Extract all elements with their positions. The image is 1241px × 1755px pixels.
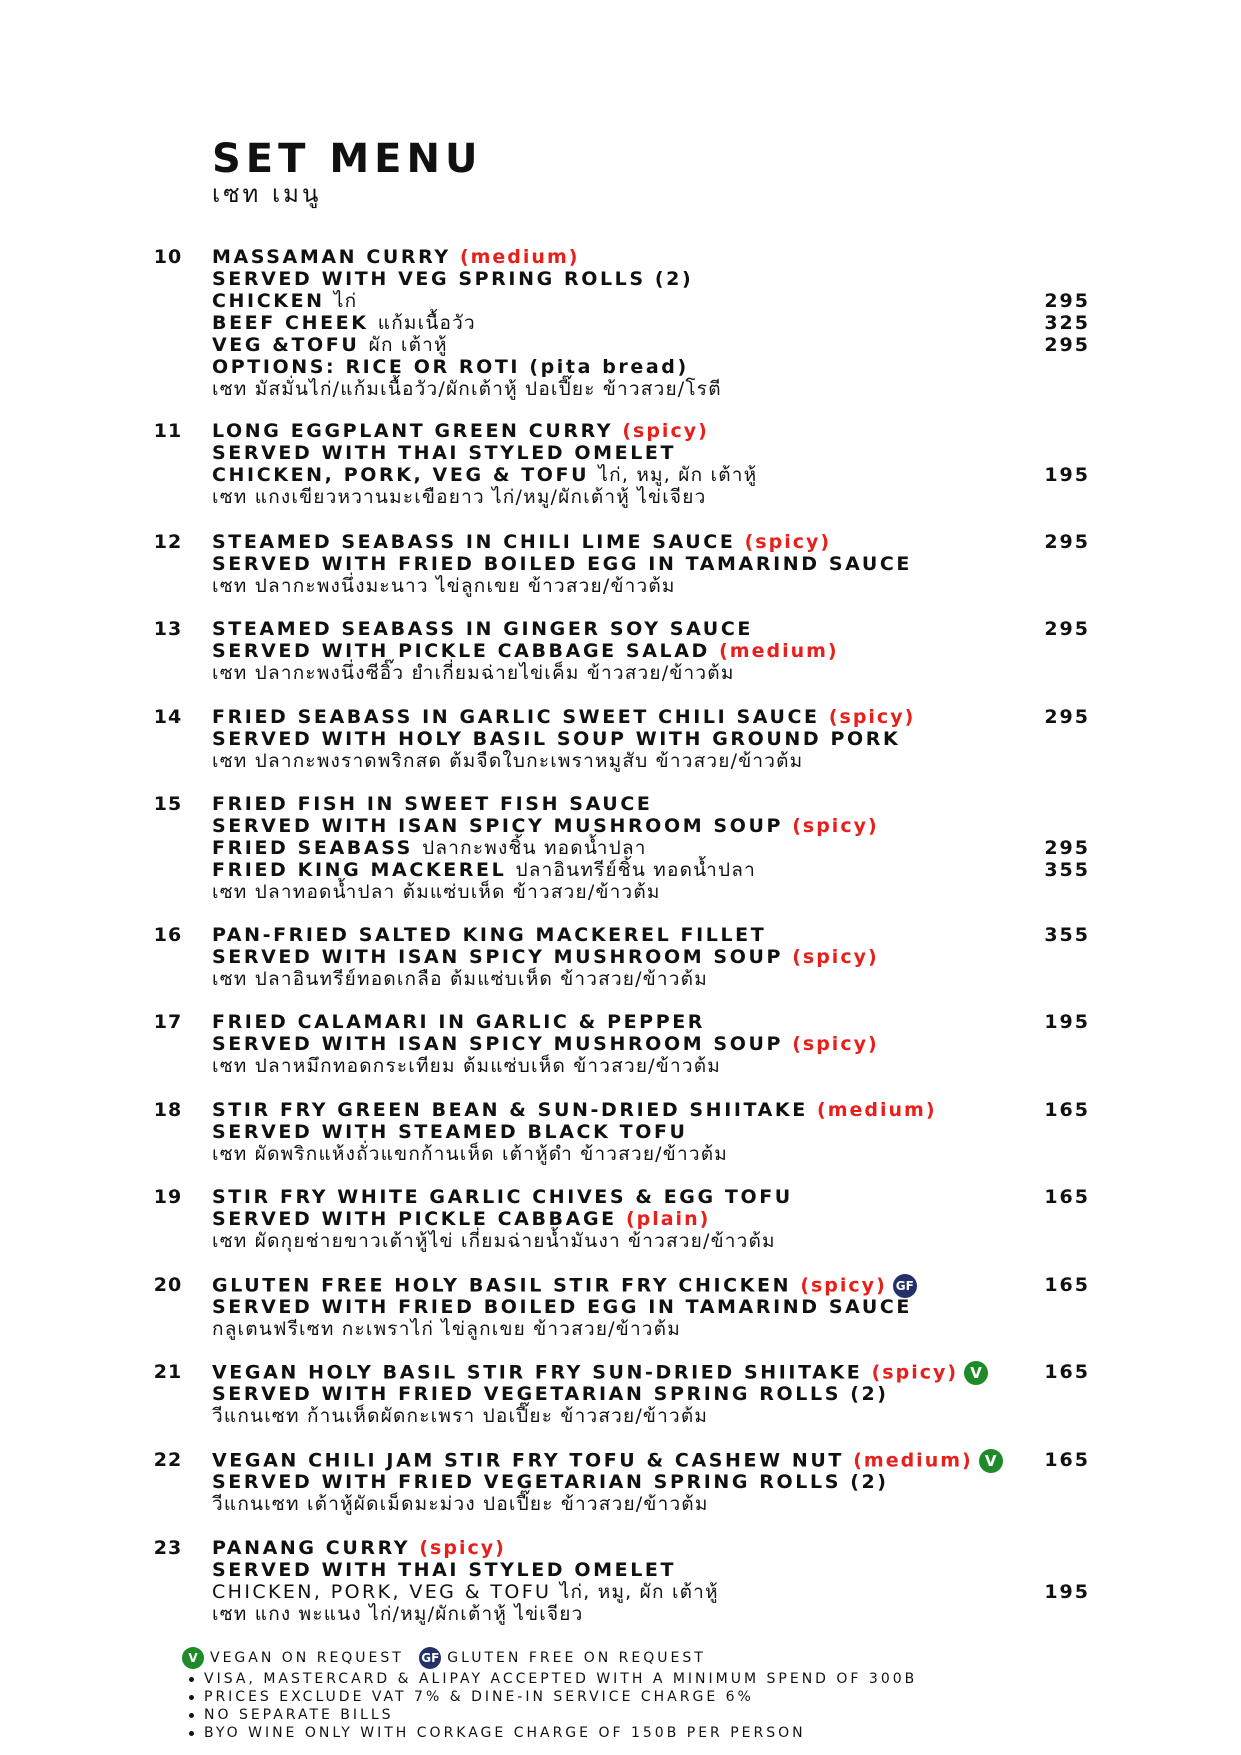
dish-text: MASSAMAN CURRY [212,246,460,268]
dish-text: SERVED WITH ISAN SPICY MUSHROOM SOUP [212,946,793,968]
item-line [212,312,1072,334]
thai-text: เซท ปลากะพงราดพริกสด ต้มจืดใบกะเพราหมูสับ ข้าวสวย/ข้าวต้ม [212,750,804,772]
item-price: 295 [1044,334,1090,356]
item-number: 12 [153,531,183,553]
gluten-free-badge-icon: GF [419,1647,441,1669]
legend-vegan-text: VEGAN ON REQUEST [210,1650,404,1666]
item-lines [212,246,1072,400]
item-line [212,1383,1072,1405]
item-lines [212,420,1072,508]
item-lines [212,1099,1072,1165]
page-title-thai: เซท เมนู [212,180,322,208]
thai-text: เซท ผัดพริกแห้งถั่วแขกก้านเห็ด เต้าหู้ดำ ข้าวสวย/ข้าวต้ม [212,1143,728,1165]
item-lines [212,1537,1072,1625]
dish-text: STIR FRY GREEN BEAN & SUN-DRIED SHIITAKE [212,1099,818,1121]
item-price: 295 [1044,837,1090,859]
thai-text: แก้มเนื้อวัว [377,312,476,334]
thai-text: ไก่, หมู, ผัก เต้าหู้ [598,464,758,486]
dish-text: CHICKEN, PORK, VEG & TOFU [212,464,599,486]
thai-text: เซท แกงเขียวหวานมะเขือยาว ไก่/หมู/ผักเต้าหู้ ไข่เจียว [212,486,707,508]
dish-text: FRIED SEABASS IN GARLIC SWEET CHILI SAUCE [212,706,829,728]
item-line [212,1143,1072,1165]
note-payment: VISA, MASTERCARD & ALIPAY ACCEPTED WITH A MINIMUM SPEND OF 300B [182,1670,917,1688]
item-line [212,378,1072,400]
item-line [212,1603,1072,1625]
dish-text: SERVED WITH HOLY BASIL SOUP WITH GROUND PORK [212,728,901,750]
item-price: 295 [1044,706,1090,728]
dish-text: OPTIONS: RICE OR ROTI (pita bread) [212,356,689,378]
item-line [212,793,1072,815]
item-number: 15 [153,793,183,815]
item-number: 11 [153,420,183,442]
item-line [212,750,1072,772]
item-line [212,1537,1072,1559]
item-price: 355 [1044,924,1090,946]
legend-gf-text: GLUTEN FREE ON REQUEST [447,1650,706,1666]
item-lines [212,924,1072,990]
item-line [212,1274,1072,1296]
dish-text: CHICKEN [212,290,334,312]
note-byo-wine: BYO WINE ONLY WITH CORKAGE CHARGE OF 150B PER PERSON [182,1724,917,1742]
item-line [212,728,1072,750]
item-line [212,662,1072,684]
dish-text: SERVED WITH VEG SPRING ROLLS (2) [212,268,694,290]
spice-level: (spicy) [622,420,709,442]
item-line [212,1208,1072,1230]
item-line [212,575,1072,597]
item-line [212,1099,1072,1121]
item-price: 165 [1044,1099,1090,1121]
dish-text: FRIED CALAMARI IN GARLIC & PEPPER [212,1011,706,1033]
item-price: 165 [1044,1274,1090,1296]
item-number: 16 [153,924,183,946]
dish-text: SERVED WITH THAI STYLED OMELET [212,442,677,464]
spice-level: (spicy) [828,706,916,728]
item-line [212,1471,1072,1493]
item-line [212,1011,1072,1033]
item-number: 18 [153,1099,183,1121]
item-number: 22 [153,1449,183,1471]
item-price: 195 [1044,1011,1090,1033]
item-price: 295 [1044,531,1090,553]
item-line [212,356,1072,378]
item-lines [212,531,1072,597]
spice-level: (spicy) [744,531,832,553]
dish-text: SERVED WITH STEAMED BLACK TOFU [212,1121,688,1143]
item-price: 325 [1044,312,1090,334]
thai-text: ปลาอินทรีย์ชิ้น ทอดน้ำปลา [515,859,757,881]
item-line [212,1405,1072,1427]
dish-text: VEG &TOFU [212,334,369,356]
thai-text: ปลากะพงชิ้น ทอดน้ำปลา [422,837,647,859]
item-number: 19 [153,1186,183,1208]
item-line [212,246,1072,268]
item-lines [212,1361,1072,1427]
dish-text: VEGAN HOLY BASIL STIR FRY SUN-DRIED SHIITAKE [212,1361,872,1384]
item-line [212,706,1072,728]
spice-level: (spicy) [800,1274,887,1297]
item-number: 21 [153,1361,183,1383]
thai-text: เซท มัสมั่นไก่/แก้มเนื้อวัว/ผักเต้าหู้ ปอเปี๊ยะ ข้าวสวย/โรตี [212,378,722,400]
item-line [212,946,1072,968]
item-price: 195 [1044,464,1090,486]
item-number: 17 [153,1011,183,1033]
footer [182,1646,917,1742]
title-block [212,136,482,208]
spice-level: (spicy) [871,1361,959,1384]
item-line [212,881,1072,903]
item-line [212,1449,1072,1471]
note-no-separate-bills: NO SEPARATE BILLS [182,1706,917,1724]
item-line [212,1493,1072,1515]
item-lines [212,1274,1072,1340]
item-price: 295 [1044,618,1090,640]
item-lines [212,706,1072,772]
dish-text: FRIED SEABASS [212,837,423,859]
item-number: 23 [153,1537,183,1559]
thai-text: เซท ปลาหมึกทอดกระเทียม ต้มแซ่บเห็ด ข้าวสวย/ข้าวต้ม [212,1055,721,1077]
dish-text: SERVED WITH PICKLE CABBAGE SALAD [212,640,720,662]
item-lines [212,1449,1072,1515]
note-vat: PRICES EXCLUDE VAT 7% & DINE-IN SERVICE CHARGE 6% [182,1688,917,1706]
dish-text: SERVED WITH FRIED BOILED EGG IN TAMARIND SAUCE [212,1296,912,1318]
item-line [212,1296,1072,1318]
item-price: 165 [1044,1186,1090,1208]
item-lines [212,1186,1072,1252]
dish-text: STEAMED SEABASS IN GINGER SOY SAUCE [212,618,753,640]
thai-text: กลูเตนฟรีเซท กะเพราไก่ ไข่ลูกเขย ข้าวสวย/ข้าวต้ม [212,1318,681,1340]
item-price: 165 [1044,1361,1090,1383]
item-line [212,924,1072,946]
thai-text: เซท ผัดกุยช่ายขาวเต้าหู้ไข่ เกี่ยมฉ่ายน้ำมันงา ข้าวสวย/ข้าวต้ม [212,1230,776,1252]
item-line [212,1033,1072,1055]
vegan-badge-icon: V [182,1647,204,1669]
item-line [212,968,1072,990]
dish-text: PAN-FRIED SALTED KING MACKEREL FILLET [212,924,767,946]
item-price: 355 [1044,859,1090,881]
spice-level: (spicy) [792,946,879,968]
spice-level: (medium) [817,1099,937,1121]
item-line [212,553,1072,575]
item-line [212,442,1072,464]
item-line [212,1361,1072,1383]
item-line [212,334,1072,356]
dish-text: SERVED WITH FRIED VEGETARIAN SPRING ROLLS (2) [212,1471,889,1493]
item-price: 295 [1044,290,1090,312]
dish-text: LONG EGGPLANT GREEN CURRY [212,420,623,442]
dish-text: STEAMED SEABASS IN CHILI LIME SAUCE [212,531,745,553]
item-lines [212,1011,1072,1077]
page-title: SET MENU [212,136,483,182]
item-number: 10 [153,246,183,268]
dish-text: PANANG CURRY [212,1537,420,1559]
thai-text: ไก่, หมู, ผัก เต้าหู้ [559,1581,719,1603]
dish-text: FRIED KING MACKEREL [212,859,516,881]
spice-level: (spicy) [792,815,879,837]
item-number: 13 [153,618,183,640]
item-line [212,837,1072,859]
item-line [212,1230,1072,1252]
dish-text: SERVED WITH PICKLE CABBAGE [212,1208,626,1230]
vegan-badge-icon: V [979,1449,1003,1473]
thai-text: วีแกนเซท เต้าหู้ผัดเม็ดมะม่วง ปอเปี๊ยะ ข้าวสวย/ข้าวต้ม [212,1493,709,1515]
thai-text: เซท ปลาทอดน้ำปลา ต้มแซ่บเห็ด ข้าวสวย/ข้าวต้ม [212,881,661,903]
dish-text: STIR FRY WHITE GARLIC CHIVES & EGG TOFU [212,1186,793,1208]
item-line [212,486,1072,508]
dish-text: SERVED WITH THAI STYLED OMELET [212,1559,677,1581]
thai-text: ไก่ [333,290,358,312]
thai-text: เซท ปลาอินทรีย์ทอดเกลือ ต้มแซ่บเห็ด ข้าวสวย/ข้าวต้ม [212,968,708,990]
thai-text: วีแกนเซท ก้านเห็ดผัดกะเพรา ปอเปี๊ยะ ข้าวสวย/ข้าวต้ม [212,1405,709,1427]
dish-text: FRIED FISH IN SWEET FISH SAUCE [212,793,653,815]
item-line [212,290,1072,312]
item-line [212,640,1072,662]
spice-level: (medium) [719,640,839,662]
item-price: 195 [1044,1581,1090,1603]
spice-level: (medium) [853,1449,973,1472]
dish-text: SERVED WITH ISAN SPICY MUSHROOM SOUP [212,1033,793,1055]
item-number: 20 [153,1274,183,1296]
dish-text: GLUTEN FREE HOLY BASIL STIR FRY CHICKEN [212,1274,801,1297]
item-line [212,1581,1072,1603]
spice-level: (plain) [625,1208,711,1230]
item-price: 165 [1044,1449,1090,1471]
item-line [212,268,1072,290]
dish-text: BEEF CHEEK [212,312,378,334]
item-line [212,531,1072,553]
spice-level: (medium) [459,246,580,268]
item-line [212,1055,1072,1077]
thai-text: ผัก เต้าหู้ [368,334,448,356]
dish-text: VEGAN CHILI JAM STIR FRY TOFU & CASHEW NUT [212,1449,854,1472]
dish-text: SERVED WITH ISAN SPICY MUSHROOM SOUP [212,815,793,837]
item-line [212,1559,1072,1581]
item-line [212,859,1072,881]
legend [182,1646,917,1670]
dish-text: SERVED WITH FRIED BOILED EGG IN TAMARIND SAUCE [212,553,912,575]
item-line [212,1318,1072,1340]
item-line [212,1121,1072,1143]
item-lines [212,618,1072,684]
thai-text: เซท ปลากะพงนึ่งมะนาว ไข่ลูกเขย ข้าวสวย/ข้าวต้ม [212,575,676,597]
spice-level: (spicy) [792,1033,879,1055]
spice-level: (spicy) [419,1537,506,1559]
item-line [212,464,1072,486]
item-line [212,618,1072,640]
thai-text: เซท ปลากะพงนึ่งซีอิ๊ว ยำเกี่ยมฉ่ายไข่เค็ม ข้าวสวย/ข้าวต้ม [212,662,735,684]
item-number: 14 [153,706,183,728]
gluten-free-badge-icon: GF [893,1274,917,1298]
dish-text: SERVED WITH FRIED VEGETARIAN SPRING ROLLS (2) [212,1383,889,1405]
item-line [212,815,1072,837]
item-lines [212,793,1072,903]
vegan-badge-icon: V [964,1361,988,1385]
dish-text: CHICKEN, PORK, VEG & TOFU [212,1581,560,1603]
item-line [212,420,1072,442]
thai-text: เซท แกง พะแนง ไก่/หมู/ผักเต้าหู้ ไข่เจียว [212,1603,584,1625]
item-line [212,1186,1072,1208]
